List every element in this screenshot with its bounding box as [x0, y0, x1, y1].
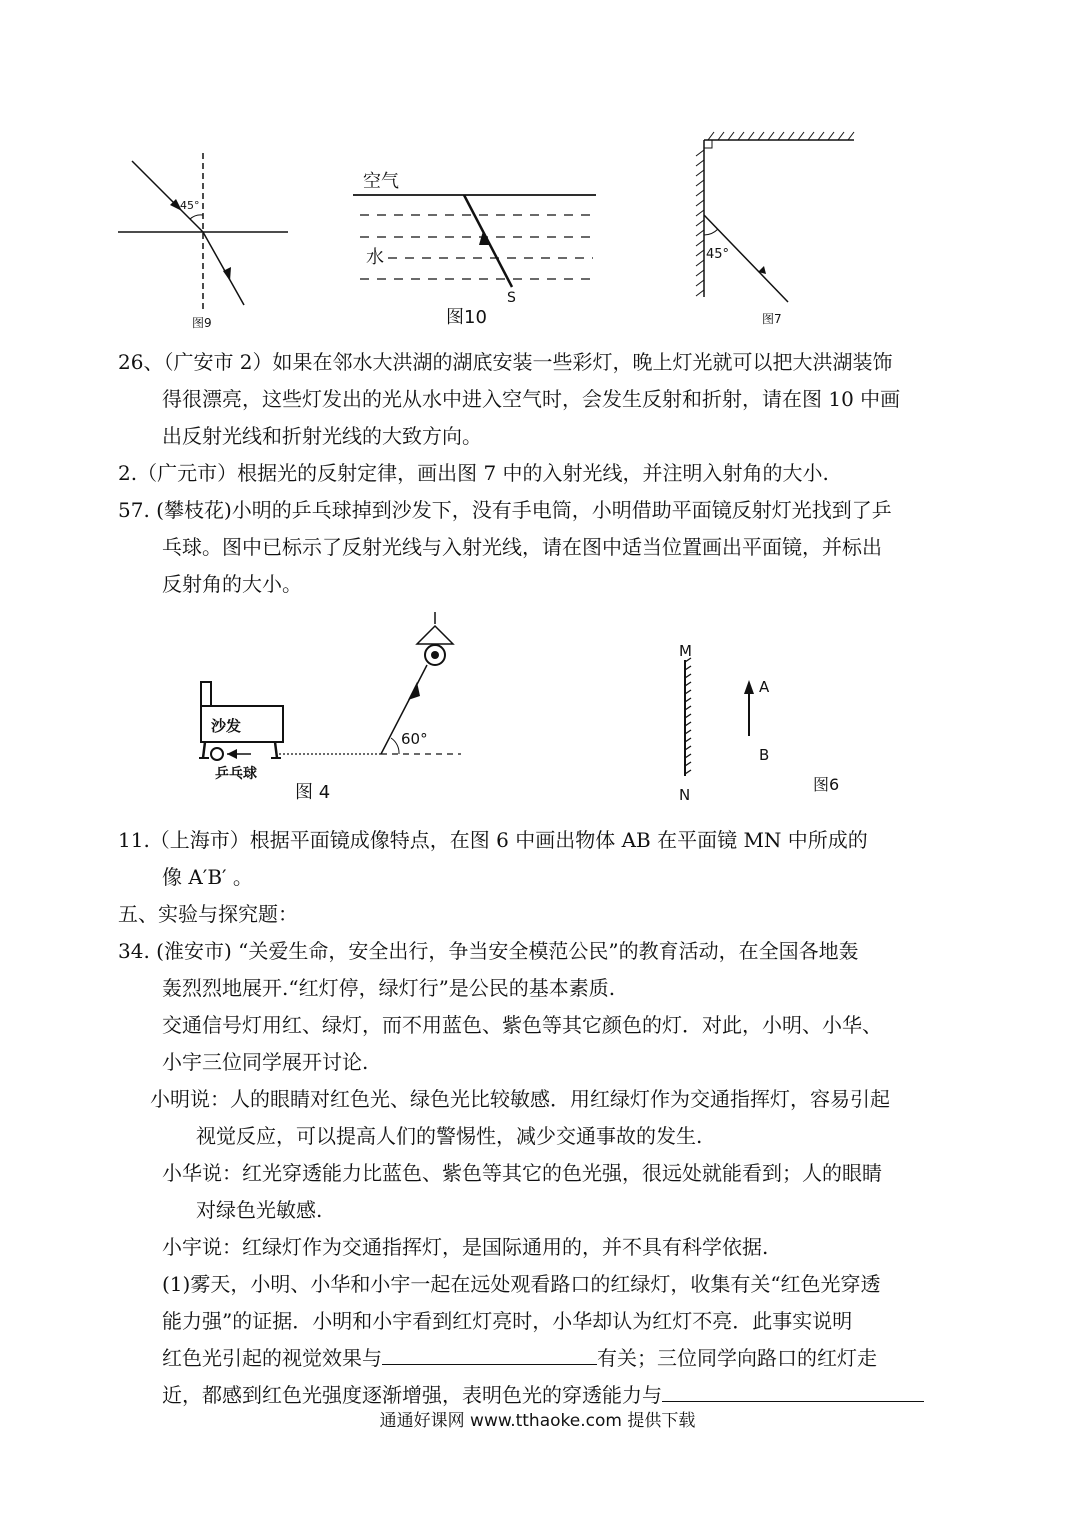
q34-line-2: 轰烈烈地展开.“红灯停，绿灯行”是公民的基本素质.	[162, 976, 616, 1000]
part1-line-3-start: 红色光引起的视觉效果与	[162, 1346, 382, 1370]
fig6-a-label: A	[759, 678, 770, 696]
figure-4	[195, 612, 475, 812]
fig9-caption: 图9	[192, 316, 212, 330]
q57-line-3: 反射角的大小。	[162, 572, 302, 596]
fig9-angle-label: 45°	[180, 199, 200, 212]
q2-text: 2.（广元市）根据光的反射定律，画出图 7 中的入射光线，并注明入射角的大小.	[118, 461, 829, 485]
figure-9	[110, 145, 300, 335]
xiaoming-line-2: 视觉反应，可以提高人们的警惕性，减少交通事故的发生.	[196, 1124, 703, 1148]
fig4-ball-label: 乒乓球	[215, 766, 257, 782]
xiaoyu-line: 小宇说：红绿灯作为交通指挥灯，是国际通用的，并不具有科学依据.	[162, 1235, 769, 1259]
figure-10	[348, 165, 600, 335]
page-footer: 通通好课网 www.tthaoke.com 提供下载	[379, 1411, 696, 1431]
fig10-air-label: 空气	[363, 171, 399, 192]
figure-6	[665, 630, 885, 812]
xiaohua-line-2: 对绿色光敏感.	[196, 1198, 323, 1222]
fig10-water-label: 水	[366, 247, 384, 268]
q11-line-2: 像 A′B′ 。	[162, 865, 253, 889]
fig10-source-label: S	[507, 290, 516, 306]
q26-line-3: 出反射光线和折射光线的大致方向。	[162, 424, 482, 448]
fig4-sofa-label: 沙发	[211, 717, 242, 735]
part1-line-1: (1)雾天，小明、小华和小宇一起在远处观看路口的红绿灯，收集有关“红色光穿透	[162, 1272, 881, 1296]
fig4-caption: 图 4	[295, 782, 331, 803]
fig6-b-label: B	[759, 746, 770, 764]
fig6-caption: 图6	[813, 775, 840, 794]
question-block-1	[118, 344, 960, 603]
q11-line-1: 11.（上海市）根据平面镜成像特点，在图 6 中画出物体 AB 在平面镜 MN 中所成的	[118, 828, 868, 852]
part1-line-3-end: 有关；三位同学向路口的红灯走	[597, 1346, 877, 1370]
fig4-angle-label: 60°	[401, 730, 428, 748]
part1-line-2: 能力强”的证据．小明和小宇看到红灯亮时，小华却认为红灯不亮．此事实说明	[162, 1309, 853, 1333]
question-block-2	[118, 822, 960, 1414]
part1-line-3	[118, 1340, 960, 1377]
fig7-caption: 图7	[762, 312, 782, 326]
fig6-m-label: M	[679, 642, 692, 660]
fig6-n-label: N	[679, 786, 691, 804]
figure-7	[696, 132, 861, 332]
answer-blank-1[interactable]	[382, 1342, 597, 1365]
q57-line-2: 乓球。图中已标示了反射光线与入射光线，请在图中适当位置画出平面镜，并标出	[162, 535, 882, 559]
q34-line-1: 34. (淮安市) “关爱生命，安全出行，争当安全模范公民”的教育活动，在全国各地轰	[118, 939, 859, 963]
section-5-heading: 五、实验与探究题：	[118, 902, 298, 926]
part1-line-4-text: 近，都感到红色光强度逐渐增强，表明色光的穿透能力与	[162, 1383, 662, 1407]
fig7-angle-label: 45°	[706, 247, 730, 262]
q57-line-1: 57. (攀枝花)小明的乒乓球掉到沙发下，没有手电筒，小明借助平面镜反射灯光找到了乒	[118, 498, 892, 522]
q26-line-2: 得很漂亮，这些灯发出的光从水中进入空气时，会发生反射和折射，请在图 10 中画	[162, 387, 901, 411]
q34-line-4: 小宇三位同学展开讨论.	[162, 1050, 369, 1074]
answer-blank-2[interactable]	[662, 1379, 924, 1402]
xiaohua-line-1: 小华说：红光穿透能力比蓝色、紫色等其它的色光强，很远处就能看到；人的眼睛	[162, 1161, 882, 1185]
q26-line-1: 26、（广安市 2）如果在邻水大洪湖的湖底安装一些彩灯，晚上灯光就可以把大洪湖装饰	[118, 350, 893, 374]
fig10-caption: 图10	[446, 307, 487, 328]
xiaoming-line-1: 小明说：人的眼睛对红色光、绿色光比较敏感．用红绿灯作为交通指挥灯，容易引起	[150, 1087, 890, 1111]
q34-line-3: 交通信号灯用红、绿灯，而不用蓝色、紫色等其它颜色的灯．对此，小明、小华、	[162, 1013, 882, 1037]
